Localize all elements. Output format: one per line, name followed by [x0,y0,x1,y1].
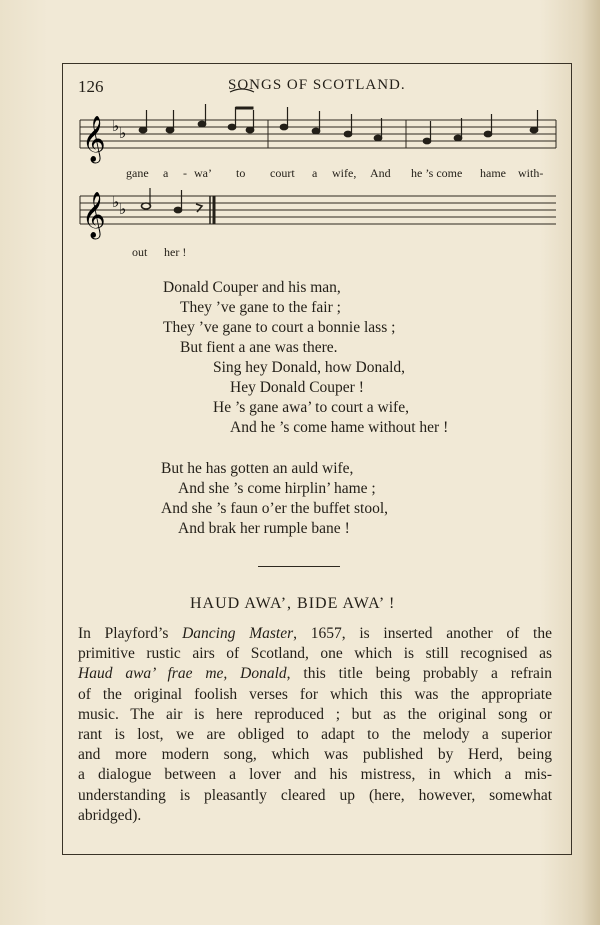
lyric-word: court [270,166,295,180]
section-divider [258,566,340,567]
paragraph-text: understanding is pleasantly cleared up (here, however, somewhat [78,786,552,804]
lyric-word: her ! [164,245,187,259]
paragraph-line [78,685,552,705]
paragraph-line [78,664,552,684]
lyric-word: to [236,166,246,180]
verse-line: And he ’s come hame without her ! [230,419,449,436]
verse-line: Sing hey Donald, how Donald, [213,359,406,376]
lyric-word: he ’s come [411,166,463,180]
staff-1-notes [139,89,538,144]
running-head: SONGS OF SCOTLAND. [228,77,406,93]
paragraph-text: , this title being probably a refrain [286,665,552,683]
paragraph-text: and more modern song, which was published by Herd, being [78,746,552,764]
paragraph-line [78,725,552,745]
lyric-word: a [163,166,169,180]
lyric-word: hame [480,166,506,180]
verse-line: He ’s gane awa’ to court a wife, [213,399,409,416]
verse-line: But fient a ane was there. [180,339,338,356]
lyric-word: with- [518,166,544,180]
paragraph-line [78,624,552,644]
lyric-word: wa’ [194,166,212,180]
italic-title-text: Haud awa’ frae me, Donald [78,665,287,683]
verse-line: They ’ve gane to court a bonnie lass ; [163,319,396,336]
lyric-word: a [312,166,318,180]
flat-sign-icon: ♭ [112,119,120,135]
italic-title-text: Dancing Master [182,625,294,642]
verse-line: Donald Couper and his man, [163,279,341,296]
lyric-word: And [370,166,391,180]
staff-2-notes [142,188,203,213]
treble-clef-icon: 𝄞 [82,192,106,238]
paragraph-text: a dialogue between a lover and his mistress, in which a mis- [78,766,552,784]
verse-line: Hey Donald Couper ! [230,379,364,396]
section-title: HAUD AWA’, BIDE AWA’ ! [190,595,396,612]
paragraph-line [78,705,552,725]
verse-line: They ’ve gane to the fair ; [180,299,341,316]
treble-clef-icon: 𝄞 [82,116,106,162]
lyric-word: gane [126,166,149,180]
lyric-word: - [183,166,187,180]
verse-line: And brak her rumple bane ! [178,520,350,537]
flat-sign-icon: ♭ [112,195,120,211]
music-notation [0,0,600,260]
flat-sign-icon: ♭ [119,202,127,218]
verse-line: And she ’s faun o’er the buffet stool, [161,500,388,517]
paragraph-text: rant is lost, we are obliged to adapt to the melody a superior [78,726,552,744]
paragraph-text: In Playford’s [78,625,183,642]
paragraph-line [78,745,552,765]
paragraph-text: , 1657, is inserted another of the [293,625,552,642]
staff-2 [80,188,556,240]
lyric-word: wife, [332,166,357,180]
paragraph-line [78,786,552,806]
page-number: 126 [78,77,104,96]
paragraph-line [78,806,552,826]
body-paragraph [78,624,552,826]
paragraph-line [78,765,552,785]
staff-1 [80,89,556,164]
paragraph-text: of the original foolish verses for which this was the appropriate [78,685,552,703]
paragraph-text: abridged). [78,806,142,824]
verse-line: But he has gotten an auld wife, [161,460,354,477]
flat-sign-icon: ♭ [119,126,127,142]
verse-line: And she ’s come hirplin’ hame ; [178,480,376,497]
paragraph-text: primitive rustic airs of Scotland, one which is still recognised as [78,645,552,663]
paragraph-text: music. The air is here reproduced ; but as the original song or [78,705,552,723]
lyric-word: out [132,245,148,259]
paragraph-line [78,644,552,664]
